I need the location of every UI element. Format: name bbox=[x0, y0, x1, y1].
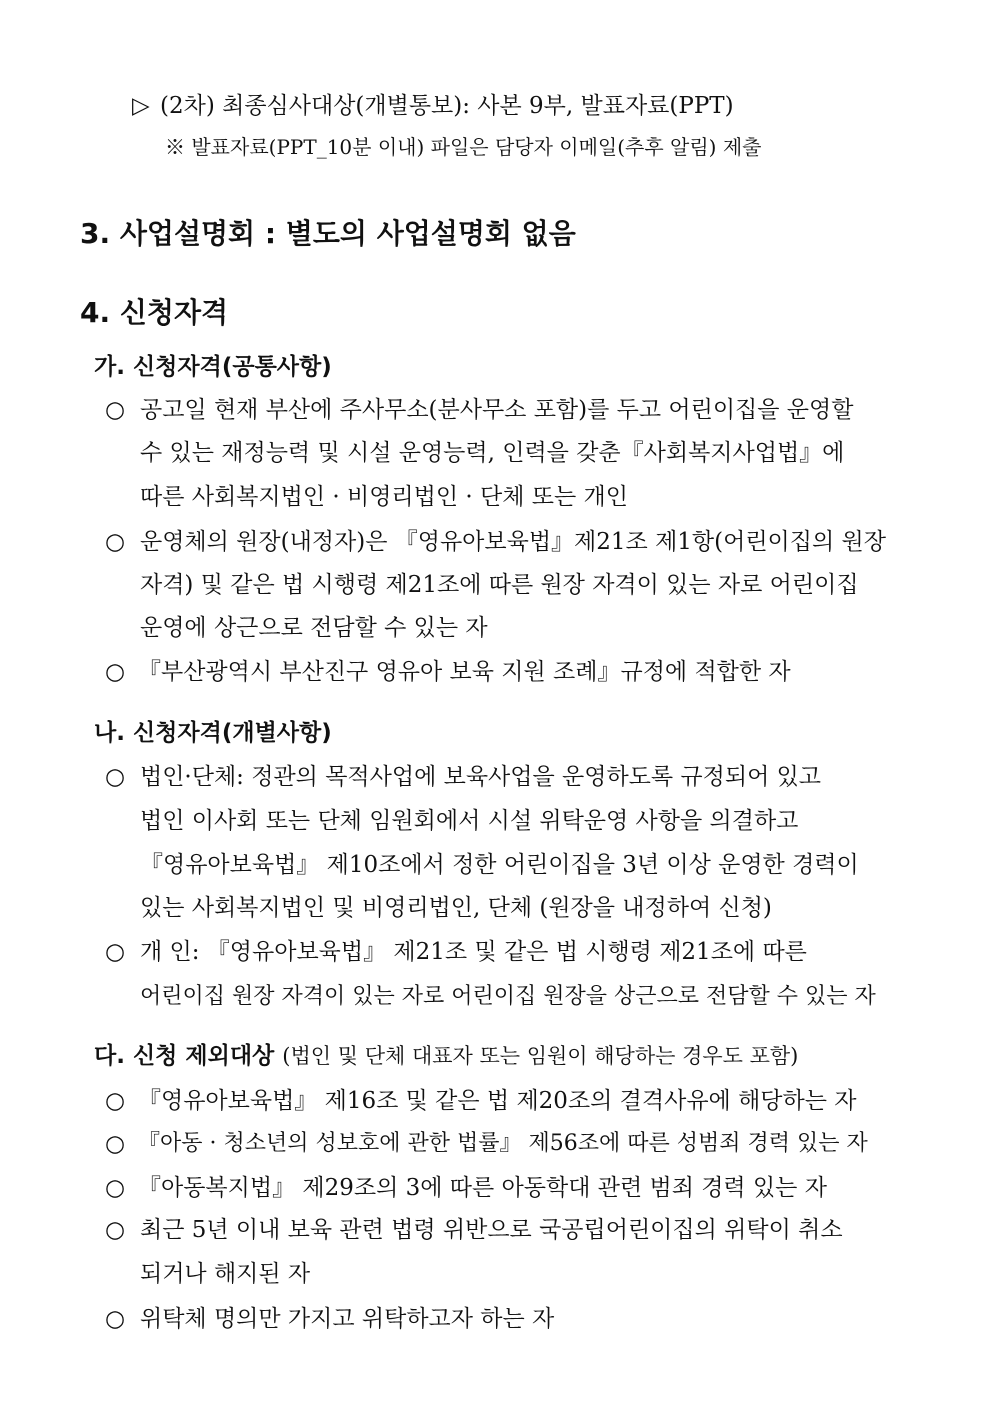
circle-bullet-icon: ○ bbox=[105, 1217, 126, 1243]
final-review-line: (2차) 최종심사대상(개별통보): 사본 9부, 발표자료(PPT) bbox=[160, 93, 734, 119]
section-3-title: 3. 사업설명회 : 별도의 사업설명회 없음 bbox=[80, 217, 576, 250]
circle-bullet-icon: ○ bbox=[105, 764, 126, 790]
section-4-title: 4. 신청자격 bbox=[80, 296, 229, 329]
presentation-note: ※ 발표자료(PPT_10분 이내) 파일은 담당자 이메일(추후 알림) 제출 bbox=[165, 135, 762, 159]
subsection-na-heading: 나. 신청자격(개별사항) bbox=[94, 720, 332, 746]
circle-bullet-icon: ○ bbox=[105, 659, 126, 685]
list-item: 되거나 해지된 자 bbox=[140, 1261, 311, 1287]
list-item: 『아동복지법』 제29조의 3에 따른 아동학대 관련 범죄 경력 있는 자 bbox=[138, 1175, 827, 1201]
subsection-da-note: (법인 및 단체 대표자 또는 임원이 해당하는 경우도 포함) bbox=[282, 1044, 799, 1068]
list-item: 공고일 현재 부산에 주사무소(분사무소 포함)를 두고 어린이집을 운영할 bbox=[140, 397, 854, 423]
circle-bullet-icon: ○ bbox=[105, 939, 126, 965]
list-item: 수 있는 재정능력 및 시설 운영능력, 인력을 갖춘『사회복지사업법』에 bbox=[140, 440, 845, 466]
circle-bullet-icon: ○ bbox=[105, 1306, 126, 1332]
list-item: 법인 이사회 또는 단체 임원회에서 시설 위탁운영 사항을 의결하고 bbox=[140, 808, 799, 834]
subsection-da-heading bbox=[94, 1041, 798, 1071]
list-item: 『영유아보육법』 제16조 및 같은 법 제20조의 결격사유에 해당하는 자 bbox=[138, 1088, 857, 1114]
list-item: 개 인: 『영유아보육법』 제21조 및 같은 법 시행령 제21조에 따른 bbox=[140, 939, 807, 965]
subsection-ga-heading: 가. 신청자격(공통사항) bbox=[94, 354, 332, 380]
list-item: 운영체의 원장(내정자)은 『영유아보육법』제21조 제1항(어린이집의 원장 bbox=[140, 529, 886, 555]
list-item: 법인·단체: 정관의 목적사업에 보육사업을 운영하도록 규정되어 있고 bbox=[140, 764, 822, 790]
list-item: 따른 사회복지법인 · 비영리법인 · 단체 또는 개인 bbox=[140, 484, 628, 510]
circle-bullet-icon: ○ bbox=[105, 529, 126, 555]
list-item: 『영유아보육법』 제10조에서 정한 어린이집을 3년 이상 운영한 경력이 bbox=[140, 852, 859, 878]
list-item: 운영에 상근으로 전담할 수 있는 자 bbox=[140, 615, 488, 641]
subsection-da-title: 다. 신청 제외대상 bbox=[94, 1043, 275, 1069]
list-item: 자격) 및 같은 법 시행령 제21조에 따른 원장 자격이 있는 자로 어린이집 bbox=[140, 572, 859, 598]
list-item: 위탁체 명의만 가지고 위탁하고자 하는 자 bbox=[140, 1306, 555, 1332]
circle-bullet-icon: ○ bbox=[105, 1131, 126, 1157]
circle-bullet-icon: ○ bbox=[105, 1175, 126, 1201]
circle-bullet-icon: ○ bbox=[105, 1088, 126, 1114]
list-item: 있는 사회복지법인 및 비영리법인, 단체 (원장을 내정하여 신청) bbox=[140, 895, 772, 921]
list-item: 어린이집 원장 자격이 있는 자로 어린이집 원장을 상근으로 전담할 수 있는 자 bbox=[140, 984, 876, 1009]
list-item: 『아동 · 청소년의 성보호에 관한 법률』 제56조에 따른 성범죄 경력 있는 자 bbox=[138, 1131, 868, 1156]
triangle-bullet-icon: ▷ bbox=[132, 93, 150, 119]
list-item: 최근 5년 이내 보육 관련 법령 위반으로 국공립어린이집의 위탁이 취소 bbox=[140, 1217, 843, 1243]
circle-bullet-icon: ○ bbox=[105, 397, 126, 423]
list-item: 『부산광역시 부산진구 영유아 보육 지원 조례』규정에 적합한 자 bbox=[138, 659, 791, 685]
